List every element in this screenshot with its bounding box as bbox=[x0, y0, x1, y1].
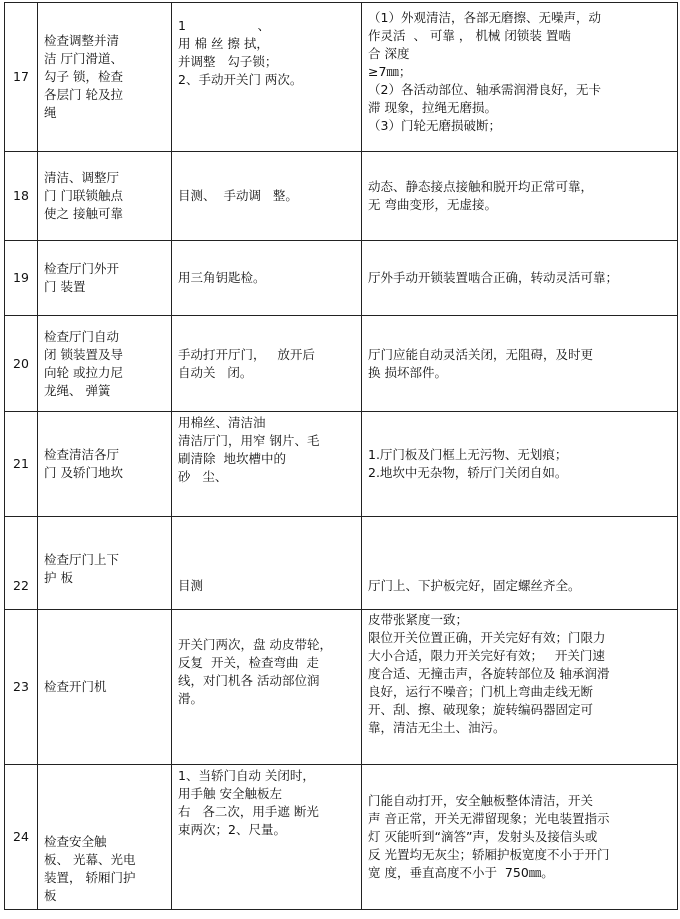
check-item-cell: 检查清洁各厅 门 及轿门地坎 bbox=[38, 412, 172, 517]
check-method-cell: 手动打开厅门， 放开后 自动关 闭。 bbox=[172, 316, 362, 412]
table-row bbox=[5, 412, 678, 517]
table-row bbox=[5, 610, 678, 765]
row-number: 24 bbox=[5, 765, 38, 910]
check-item-cell: 检查厅门自动 闭 锁装置及导 向轮 或拉力尼 龙绳、 弹簧 bbox=[38, 316, 172, 412]
check-item-cell: 检查安全触 板、 光幕、光电 装置， 轿厢门护 板 bbox=[38, 765, 172, 910]
row-number: 17 bbox=[5, 3, 38, 152]
requirement-cell: 厅门应能自动灵活关闭，无阻碍，及时更 换 损坏部件。 bbox=[362, 316, 678, 412]
row-number: 21 bbox=[5, 412, 38, 517]
table-body bbox=[5, 3, 678, 910]
requirement-cell: 门能自动打开，安全触板整体清洁，开关 声 音正常，开关无滞留现象；光电装置指示 灯 灭能听到“滴答”声，发射头及接信头或 反 光置均无灰尘；轿厢护板宽度不小于开门 宽 度，垂直高度不小于 750㎜。 bbox=[362, 765, 678, 910]
row-number: 18 bbox=[5, 152, 38, 241]
maintenance-table bbox=[4, 2, 678, 910]
table-row bbox=[5, 517, 678, 610]
requirement-cell: 皮带张紧度一致； 限位开关位置正确，开关完好有效；门限力 大小合适，限力开关完好有效； 开关门速 度合适、无撞击声，各旋转部位及 轴承润滑 良好，运行不噪音；门机上弯曲走线无断 开、刮、擦、破现象；旋转编码器固定可 靠，清洁无尘土、油污。 bbox=[362, 610, 678, 765]
requirement-cell: 1.厅门板及门框上无污物、无划痕； 2.地坎中无杂物，轿厅门关闭自如。 bbox=[362, 412, 678, 517]
check-item-cell: 清洁、调整厅 门 门联锁触点 使之 接触可靠 bbox=[38, 152, 172, 241]
check-item-cell: 检查开门机 bbox=[38, 610, 172, 765]
requirement-cell: （1）外观清洁，各部无磨擦、无噪声，动 作灵活 、 可靠 ， 机械 闭锁装 置啮 合 深度 ≥7㎜； （2）各活动部位、轴承需润滑良好，无卡 滞 现象，拉绳无磨损。 （3）门轮无磨损破断； bbox=[362, 3, 678, 152]
check-method-cell: 用三角钥匙检。 bbox=[172, 241, 362, 316]
check-item-cell: 检查厅门外开 门 装置 bbox=[38, 241, 172, 316]
requirement-cell: 动态、静态接点接触和脱开均正常可靠， 无 弯曲变形，无虚接。 bbox=[362, 152, 678, 241]
table-row bbox=[5, 765, 678, 910]
table-row bbox=[5, 241, 678, 316]
requirement-cell: 厅外手动开锁装置啮合正确，转动灵活可靠； bbox=[362, 241, 678, 316]
check-method-cell: 1 、 用 棉 丝 擦 拭， 并调整 勾子锁； 2、手动开关门 两次。 bbox=[172, 3, 362, 152]
check-method-cell: 目测 bbox=[172, 517, 362, 610]
row-number: 23 bbox=[5, 610, 38, 765]
row-number: 22 bbox=[5, 517, 38, 610]
requirement-cell: 厅门上、下护板完好，固定螺丝齐全。 bbox=[362, 517, 678, 610]
check-method-cell: 开关门两次，盘 动皮带轮， 反复 开关，检查弯曲 走 线，对门机各 活动部位润 滑。 bbox=[172, 610, 362, 765]
check-method-cell: 目测、 手动调 整。 bbox=[172, 152, 362, 241]
check-item-cell: 检查调整并清 洁 厅门滑道、 勾子 锁，检查 各层门 轮及拉 绳 bbox=[38, 3, 172, 152]
table-row bbox=[5, 3, 678, 152]
table-row bbox=[5, 152, 678, 241]
check-item-cell: 检查厅门上下 护 板 bbox=[38, 517, 172, 610]
check-method-cell: 用棉丝、清洁油 清洁厅门，用窄 钢片、毛 刷清除 地坎槽中的 砂 尘、 bbox=[172, 412, 362, 517]
row-number: 20 bbox=[5, 316, 38, 412]
check-method-cell: 1、当轿门自动 关闭时， 用手触 安全触板左 右 各二次，用手遮 断光 束两次；2、尺量。 bbox=[172, 765, 362, 910]
row-number: 19 bbox=[5, 241, 38, 316]
table-row bbox=[5, 316, 678, 412]
